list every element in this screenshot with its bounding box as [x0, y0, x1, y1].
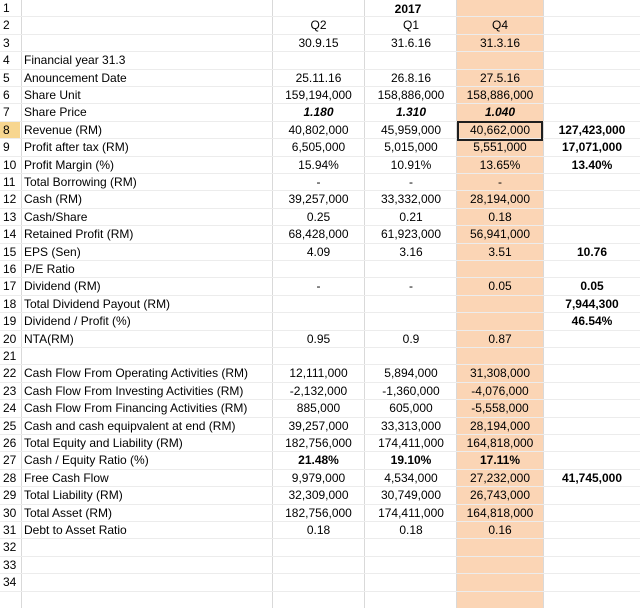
sheet-row — [0, 487, 640, 504]
cell-annual[interactable]: 13.40% — [571, 157, 613, 172]
row-label[interactable]: Total Equity and Liability (RM) — [24, 436, 183, 450]
column-quarter-q4[interactable]: Q4 — [491, 18, 508, 33]
row-number[interactable]: 27 — [3, 453, 17, 468]
sheet-row — [0, 348, 640, 365]
sheet-row — [0, 261, 640, 278]
cell-annual[interactable] — [544, 522, 640, 539]
row-number[interactable]: 8 — [0, 122, 20, 139]
cell-q2[interactable]: 15.94% — [298, 157, 339, 172]
cell-q4[interactable]: 31,308,000 — [469, 366, 531, 381]
cell-q2[interactable]: 9,979,000 — [291, 470, 346, 485]
cell-q1[interactable] — [365, 52, 457, 69]
cell-annual[interactable]: 0.05 — [580, 279, 604, 294]
sheet-row — [0, 400, 640, 417]
cell-annual[interactable]: 127,423,000 — [558, 122, 626, 137]
row-label[interactable]: Cash Flow From Operating Activities (RM) — [24, 366, 249, 381]
cell-q1[interactable]: - — [409, 279, 413, 294]
sheet-row — [0, 70, 640, 87]
sheet-row — [0, 17, 640, 34]
cell-q2[interactable] — [273, 261, 364, 278]
year-header[interactable]: 2017 — [394, 2, 422, 16]
row-number[interactable]: 34 — [3, 575, 17, 590]
row-label[interactable]: Financial year 31.3 — [24, 53, 126, 68]
cell-q4[interactable]: 27,232,000 — [469, 470, 531, 485]
sheet-row — [0, 278, 640, 295]
row-number[interactable]: 17 — [3, 279, 17, 294]
row-number[interactable]: 24 — [3, 401, 17, 416]
period-end-q1[interactable]: 31.6.16 — [390, 35, 432, 50]
sheet-row — [0, 557, 640, 574]
column-quarter-q1[interactable]: Q1 — [402, 18, 419, 33]
row-label[interactable]: Dividend (RM) — [24, 279, 101, 294]
cell-q4[interactable]: -5,558,000 — [471, 401, 529, 416]
row-gridline — [0, 591, 640, 592]
cell-q1[interactable] — [365, 348, 457, 365]
cell-q1[interactable]: 61,923,000 — [380, 227, 442, 242]
cell-q1[interactable]: 158,886,000 — [377, 88, 445, 102]
cell-q1[interactable]: 174,411,000 — [378, 505, 444, 520]
sheet-row — [0, 244, 640, 261]
row-number[interactable]: 28 — [3, 470, 17, 485]
cell-q1[interactable]: 10.91% — [390, 157, 432, 172]
cell-q1[interactable]: 0.18 — [399, 523, 423, 537]
cell-annual[interactable] — [544, 365, 640, 382]
sheet-row — [0, 539, 640, 556]
row-number[interactable]: 11 — [3, 175, 16, 189]
cell-q4[interactable]: 27.5.16 — [479, 70, 521, 85]
cell-q2[interactable] — [273, 296, 364, 313]
cell-q4[interactable] — [457, 348, 543, 365]
period-end-q2[interactable]: 30.9.15 — [298, 35, 339, 50]
row-label[interactable]: Cash/Share — [24, 209, 88, 224]
cell-q4[interactable]: 5,551,000 — [473, 140, 527, 155]
cell-q2[interactable]: 32,309,000 — [288, 488, 349, 503]
row-number[interactable]: 3 — [3, 35, 10, 50]
cell-annual[interactable] — [544, 52, 640, 69]
cell-annual[interactable]: 17,071,000 — [561, 140, 623, 155]
cell-q1[interactable]: 5,894,000 — [384, 366, 438, 381]
cell-q1[interactable]: 4,534,000 — [384, 470, 438, 485]
row-number[interactable]: 19 — [3, 314, 17, 329]
cell-q1[interactable]: 30,749,000 — [380, 488, 442, 503]
cell-q4[interactable]: 164,818,000 — [466, 505, 534, 520]
sheet-row — [0, 122, 640, 139]
cell-annual[interactable]: 7,944,300 — [565, 296, 619, 311]
sheet-row — [0, 157, 640, 174]
sheet-row — [0, 418, 640, 435]
cell-q4[interactable]: 1.040 — [484, 105, 516, 120]
cell-q2[interactable]: 4.09 — [306, 244, 331, 259]
cell-q4[interactable] — [457, 52, 543, 69]
sheet-row — [0, 574, 640, 591]
row-label[interactable]: EPS (Sen) — [24, 244, 81, 259]
sheet-row — [0, 470, 640, 487]
cell-q2[interactable]: 39,257,000 — [288, 418, 349, 433]
sheet-row — [0, 452, 640, 469]
row-label[interactable]: Debt to Asset Ratio — [24, 523, 127, 537]
cell-q2[interactable]: 40,802,000 — [288, 122, 349, 137]
cell-q1[interactable] — [365, 313, 457, 330]
cell-q1[interactable]: 33,313,000 — [380, 418, 442, 433]
cell-q1[interactable]: 3.16 — [399, 244, 423, 259]
cell-q2[interactable]: 68,428,000 — [288, 227, 349, 242]
cell-q4[interactable]: 0.16 — [488, 523, 512, 537]
cell-q4[interactable] — [457, 313, 543, 330]
row-number[interactable]: 29 — [3, 488, 17, 503]
row-number[interactable]: 1 — [3, 1, 10, 15]
row-label[interactable]: Cash Flow From Financing Activities (RM) — [24, 401, 248, 416]
row-label[interactable]: Cash and cash equipvalent at end (RM) — [24, 418, 236, 433]
cell-q1[interactable]: 33,332,000 — [380, 192, 442, 207]
cell-annual[interactable] — [544, 383, 640, 400]
cell-annual[interactable] — [544, 452, 640, 469]
cell-q1[interactable]: 5,015,000 — [384, 140, 438, 155]
row-label[interactable]: Cash Flow From Investing Activities (RM) — [24, 383, 244, 398]
row-number[interactable]: 25 — [3, 418, 17, 433]
cell-q2[interactable]: 12,111,000 — [289, 366, 348, 381]
row-label[interactable]: Profit after tax (RM) — [24, 140, 129, 155]
cell-q4[interactable] — [457, 261, 543, 278]
row-number[interactable]: 31 — [3, 523, 17, 537]
row-number[interactable]: 16 — [3, 262, 17, 276]
cell-annual[interactable] — [544, 209, 640, 226]
cell-q1[interactable]: 26.8.16 — [390, 70, 432, 85]
row-label[interactable]: Share Unit — [24, 88, 81, 102]
cell-q2[interactable]: 0.25 — [306, 209, 331, 224]
cell-q4[interactable]: 40,662,000 — [469, 122, 531, 137]
sheet-row — [0, 52, 640, 69]
cell-annual[interactable] — [544, 70, 640, 87]
row-number[interactable]: 23 — [3, 383, 17, 398]
row-number[interactable]: 7 — [3, 105, 10, 120]
selected-cell-outline — [457, 121, 543, 141]
row-label[interactable]: Free Cash Flow — [24, 470, 109, 485]
cell-q2[interactable] — [273, 52, 364, 69]
period-end-q4[interactable]: 31.3.16 — [479, 35, 521, 50]
cell-q4[interactable]: 13.65% — [479, 157, 521, 172]
cell-q4[interactable]: - — [498, 175, 502, 189]
cell-annual[interactable] — [544, 226, 640, 243]
row-number[interactable]: 26 — [3, 436, 17, 450]
cell-q2[interactable] — [273, 348, 364, 365]
sheet-row — [0, 104, 640, 121]
sheet-row — [0, 505, 640, 522]
cell-q4[interactable]: 17.11% — [479, 453, 521, 468]
cell-q2[interactable]: 182,756,000 — [285, 436, 352, 450]
cell-q4[interactable]: 0.05 — [488, 279, 512, 294]
sheet-row — [0, 313, 640, 330]
row-label[interactable]: Share Price — [24, 105, 87, 120]
sheet-row — [0, 331, 640, 348]
cell-q4[interactable]: 158,886,000 — [466, 88, 534, 102]
cell-annual[interactable] — [544, 505, 640, 522]
cell-q2[interactable]: 21.48% — [298, 453, 339, 468]
sheet-row — [0, 139, 640, 156]
row-label[interactable]: Retained Profit (RM) — [24, 227, 134, 242]
sheet-row — [0, 35, 640, 52]
cell-q2[interactable]: - — [316, 279, 321, 294]
cell-q4[interactable]: -4,076,000 — [471, 383, 529, 398]
sheet-row — [0, 522, 640, 539]
cell-q2[interactable]: 885,000 — [296, 401, 341, 416]
row-label[interactable]: Cash / Equity Ratio (%) — [24, 453, 149, 468]
row-number[interactable]: 32 — [3, 540, 17, 555]
row-number[interactable]: 21 — [3, 349, 17, 363]
cell-annual[interactable] — [544, 400, 640, 417]
cell-q4[interactable]: 56,941,000 — [469, 227, 531, 242]
sheet-row — [0, 435, 640, 452]
cell-annual[interactable] — [544, 191, 640, 208]
cell-q2[interactable] — [273, 313, 364, 330]
sheet-row — [0, 296, 640, 313]
cell-q1[interactable]: 0.9 — [402, 331, 420, 346]
row-label[interactable]: Dividend / Profit (%) — [24, 314, 131, 329]
cell-q1[interactable]: 605,000 — [389, 401, 433, 416]
row-label[interactable]: P/E Ratio — [24, 262, 75, 276]
cell-q1[interactable] — [365, 296, 457, 313]
row-number[interactable]: 18 — [3, 296, 17, 311]
cell-q2[interactable]: 182,756,000 — [285, 505, 352, 520]
cell-annual[interactable] — [544, 331, 640, 348]
cell-q1[interactable]: 0.21 — [399, 209, 423, 224]
cell-annual[interactable]: 10.76 — [576, 244, 608, 259]
sheet-row — [0, 365, 640, 382]
cell-q2[interactable]: 0.18 — [306, 523, 331, 537]
row-label[interactable]: NTA(RM) — [24, 331, 74, 346]
cell-annual[interactable] — [544, 435, 640, 452]
cell-q4[interactable]: 0.18 — [488, 209, 512, 224]
cell-q1[interactable]: 1.310 — [395, 105, 427, 120]
cell-q2[interactable]: 0.95 — [306, 331, 331, 346]
row-number[interactable]: 20 — [3, 331, 17, 346]
cell-annual[interactable] — [544, 87, 640, 104]
row-number[interactable]: 14 — [3, 227, 17, 242]
cell-annual[interactable]: 41,745,000 — [561, 470, 623, 485]
cell-q4[interactable]: 3.51 — [488, 244, 512, 259]
row-number[interactable]: 22 — [3, 366, 17, 381]
cell-annual[interactable] — [544, 104, 640, 121]
cell-q4[interactable]: 26,743,000 — [469, 488, 531, 503]
row-number[interactable]: 4 — [3, 53, 10, 68]
cell-annual[interactable] — [544, 348, 640, 365]
cell-q2[interactable]: 6,505,000 — [291, 140, 346, 155]
cell-q2[interactable]: 1.180 — [303, 105, 334, 120]
cell-q4[interactable]: 164,818,000 — [466, 436, 534, 450]
cell-q4[interactable] — [457, 296, 543, 313]
cell-annual[interactable] — [544, 261, 640, 278]
column-quarter-q2[interactable]: Q2 — [310, 18, 327, 33]
row-label[interactable]: Total Borrowing (RM) — [24, 175, 137, 189]
row-label[interactable]: Anouncement Date — [24, 70, 127, 85]
row-label[interactable]: Profit Margin (%) — [24, 157, 115, 172]
row-number[interactable]: 12 — [3, 192, 17, 207]
cell-q2[interactable]: 25.11.16 — [295, 70, 342, 85]
row-number[interactable]: 15 — [3, 244, 17, 259]
cell-q1[interactable]: 19.10% — [390, 453, 432, 468]
cell-q4[interactable]: 28,194,000 — [469, 418, 531, 433]
row-number[interactable]: 5 — [3, 70, 10, 85]
row-number[interactable]: 30 — [3, 505, 17, 520]
cell-annual[interactable] — [544, 418, 640, 435]
row-label[interactable]: Total Dividend Payout (RM) — [24, 296, 171, 311]
sheet-row — [0, 209, 640, 226]
cell-q1[interactable] — [365, 261, 457, 278]
sheet-row — [0, 87, 640, 104]
sheet-row — [0, 174, 640, 191]
row-label[interactable]: Total Asset (RM) — [24, 505, 113, 520]
cell-annual[interactable] — [544, 174, 640, 191]
cell-q1[interactable]: - — [409, 175, 413, 189]
cell-annual[interactable]: 46.54% — [571, 314, 613, 329]
row-label[interactable]: Cash (RM) — [24, 192, 83, 207]
cell-q4[interactable]: 0.87 — [488, 331, 512, 346]
row-number[interactable]: 6 — [3, 88, 10, 102]
cell-q2[interactable]: -2,132,000 — [289, 383, 348, 398]
row-label[interactable] — [22, 348, 272, 365]
row-number[interactable]: 2 — [3, 18, 10, 33]
cell-q1[interactable]: -1,360,000 — [382, 383, 440, 398]
row-label[interactable]: Revenue (RM) — [24, 122, 103, 137]
sheet-row — [0, 226, 640, 243]
cell-q2[interactable]: - — [316, 175, 321, 189]
row-number[interactable]: 13 — [3, 209, 17, 224]
row-number[interactable]: 9 — [3, 140, 10, 155]
sheet-row — [0, 383, 640, 400]
cell-q1[interactable]: 45,959,000 — [380, 122, 442, 137]
cell-q1[interactable]: 174,411,000 — [378, 436, 444, 450]
cell-annual[interactable] — [544, 487, 640, 504]
row-number[interactable]: 10 — [3, 157, 17, 172]
cell-q4[interactable]: 28,194,000 — [469, 192, 531, 207]
cell-q2[interactable]: 159,194,000 — [285, 88, 352, 102]
row-label[interactable]: Total Liability (RM) — [24, 488, 123, 503]
sheet-row — [0, 191, 640, 208]
row-number[interactable]: 33 — [3, 557, 17, 572]
cell-q2[interactable]: 39,257,000 — [288, 192, 349, 207]
